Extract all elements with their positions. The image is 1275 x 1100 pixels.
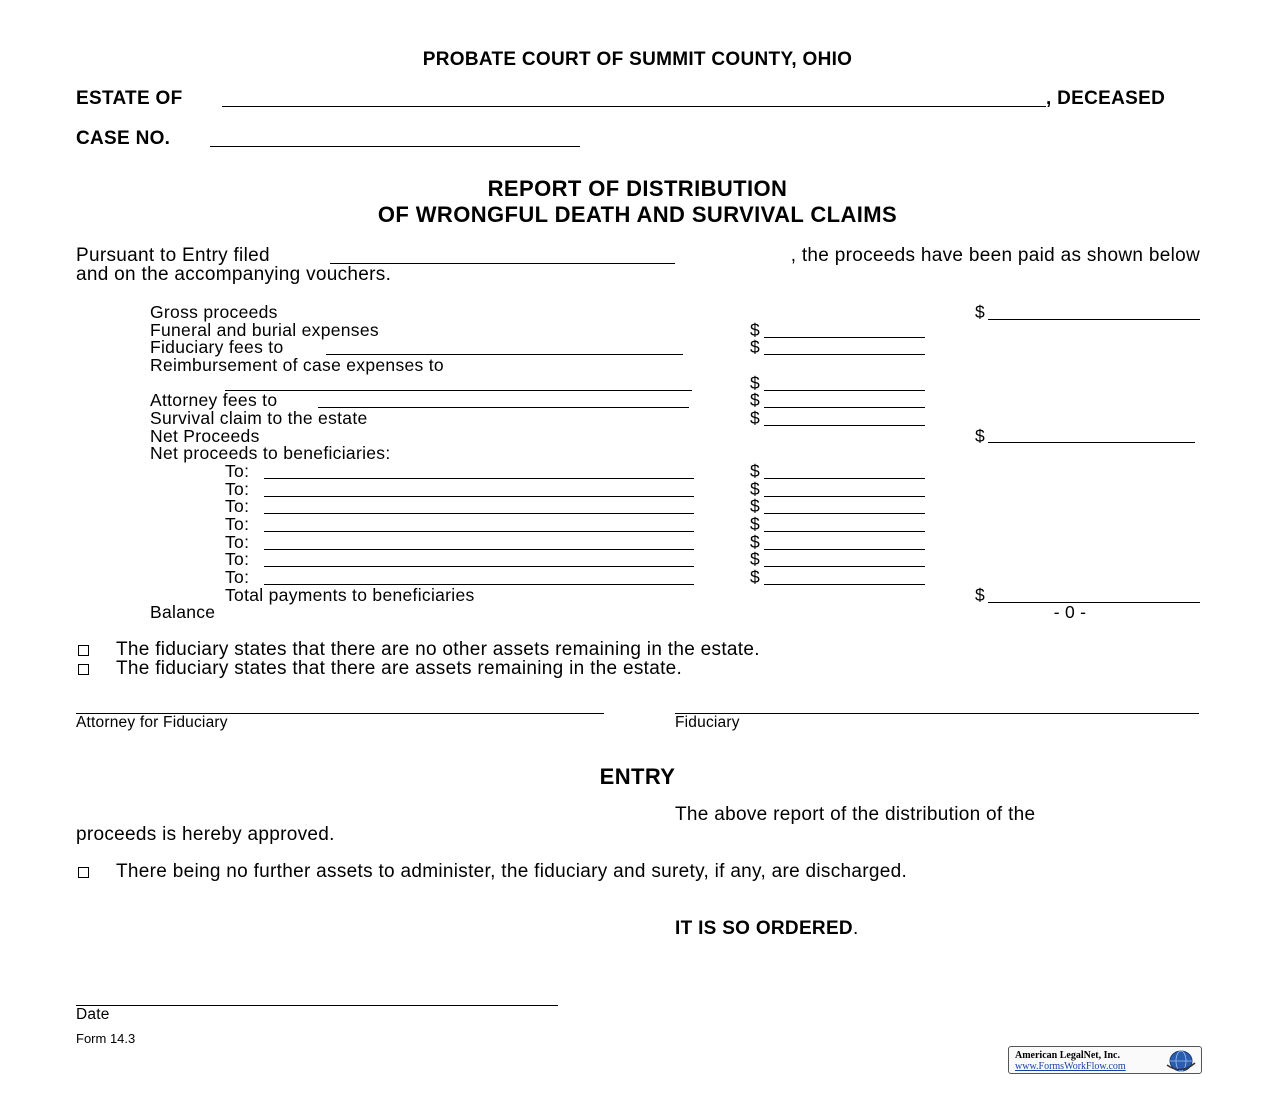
- to-label: To:: [225, 514, 250, 534]
- total-payments-label: Total payments to beneficiaries: [225, 585, 475, 605]
- ordered-period: .: [852, 918, 859, 939]
- dollar-sign: $: [750, 479, 760, 499]
- title-line-2: OF WRONGFUL DEATH AND SURVIVAL CLAIMS: [377, 202, 898, 227]
- intro-part-3: and on the accompanying vouchers.: [76, 264, 392, 285]
- assets-remaining-checkbox[interactable]: [78, 664, 89, 675]
- survival-claim-label: Survival claim to the estate: [150, 408, 368, 428]
- net-proceeds-label: Net Proceeds: [150, 426, 260, 446]
- date-label: Date: [76, 1006, 110, 1023]
- funeral-expenses-label: Funeral and burial expenses: [150, 320, 379, 340]
- net-proceeds-amount-field[interactable]: [988, 442, 1195, 443]
- case-no-field[interactable]: [210, 146, 580, 147]
- form-number: Form 14.3: [76, 1031, 136, 1046]
- intro-part-2: , the proceeds have been paid as shown below: [790, 245, 1200, 266]
- balance-label: Balance: [150, 602, 216, 622]
- american-legalnet-logo[interactable]: [1008, 1046, 1202, 1074]
- survival-claim-amount-field[interactable]: [764, 425, 925, 426]
- logo-company-name: American LegalNet, Inc.: [1015, 1050, 1120, 1061]
- dollar-sign: $: [750, 496, 760, 516]
- to-label: To:: [225, 549, 250, 569]
- funeral-amount-field[interactable]: [764, 337, 925, 338]
- beneficiary-amount-field[interactable]: [764, 566, 925, 567]
- globe-icon: [1163, 1049, 1197, 1073]
- discharge-statement: There being no further assets to administer, the fiduciary and surety, if any, are discharged.: [116, 861, 908, 882]
- entry-approved-line-2: proceeds is hereby approved.: [76, 824, 335, 845]
- dollar-sign: $: [750, 337, 760, 357]
- assets-remaining-statement: The fiduciary states that there are assets remaining in the estate.: [116, 658, 683, 679]
- to-label: To:: [225, 496, 250, 516]
- dollar-sign: $: [750, 408, 760, 428]
- beneficiary-amount-field[interactable]: [764, 478, 925, 479]
- beneficiary-amount-field[interactable]: [764, 531, 925, 532]
- entry-approved-line-1: The above report of the distribution of the: [675, 804, 1036, 825]
- beneficiary-amount-field[interactable]: [764, 584, 925, 585]
- reimbursement-payee-field[interactable]: [225, 390, 692, 391]
- attorney-fees-payee-field[interactable]: [318, 407, 689, 408]
- gross-proceeds-label: Gross proceeds: [150, 302, 278, 322]
- title-line-1: REPORT OF DISTRIBUTION: [487, 176, 788, 201]
- dollar-sign: $: [750, 514, 760, 534]
- case-no-label: CASE NO.: [76, 128, 171, 149]
- fiduciary-signature-line[interactable]: [675, 713, 1199, 714]
- attorney-signature-label: Attorney for Fiduciary: [76, 714, 228, 731]
- reimbursement-label: Reimbursement of case expenses to: [150, 355, 444, 375]
- fiduciary-signature-label: Fiduciary: [675, 714, 740, 731]
- dollar-sign: $: [750, 532, 760, 552]
- dollar-sign: $: [750, 390, 760, 410]
- attorney-fees-amount-field[interactable]: [764, 407, 925, 408]
- date-signature-line[interactable]: [76, 1005, 558, 1006]
- ordered-text: [675, 918, 859, 940]
- dollar-sign: $: [750, 549, 760, 569]
- discharge-checkbox[interactable]: [78, 867, 89, 878]
- entry-heading: ENTRY: [599, 764, 676, 789]
- beneficiary-name-field[interactable]: [264, 513, 694, 514]
- beneficiary-amount-field[interactable]: [764, 496, 925, 497]
- no-assets-statement: The fiduciary states that there are no other assets remaining in the estate.: [116, 639, 760, 660]
- dollar-sign: $: [975, 302, 985, 322]
- estate-name-field[interactable]: [222, 106, 1046, 107]
- dollar-sign: $: [975, 426, 985, 446]
- ordered-bold: IT IS SO ORDERED: [675, 918, 853, 939]
- net-beneficiaries-label: Net proceeds to beneficiaries:: [150, 443, 391, 463]
- fiduciary-fees-label: Fiduciary fees to: [150, 337, 284, 357]
- deceased-label: , DECEASED: [1046, 88, 1166, 109]
- court-name: PROBATE COURT OF SUMMIT COUNTY, OHIO: [422, 49, 853, 70]
- intro-part-1: Pursuant to Entry filed: [76, 245, 270, 266]
- fiduciary-fees-amount-field[interactable]: [764, 354, 925, 355]
- no-assets-checkbox[interactable]: [78, 645, 89, 656]
- to-label: To:: [225, 532, 250, 552]
- beneficiary-amount-field[interactable]: [764, 549, 925, 550]
- beneficiary-name-field[interactable]: [264, 566, 694, 567]
- dollar-sign: $: [975, 585, 985, 605]
- logo-url[interactable]: www.FormsWorkFlow.com: [1015, 1061, 1126, 1072]
- beneficiary-name-field[interactable]: [264, 531, 694, 532]
- to-label: To:: [225, 479, 250, 499]
- to-label: To:: [225, 567, 250, 587]
- beneficiary-name-field[interactable]: [264, 549, 694, 550]
- reimbursement-amount-field[interactable]: [764, 390, 925, 391]
- beneficiary-name-field[interactable]: [264, 496, 694, 497]
- beneficiary-amount-field[interactable]: [764, 513, 925, 514]
- attorney-fees-label: Attorney fees to: [150, 390, 278, 410]
- to-label: To:: [225, 461, 250, 481]
- balance-value: - 0 -: [1053, 602, 1087, 622]
- dollar-sign: $: [750, 461, 760, 481]
- dollar-sign: $: [750, 320, 760, 340]
- estate-of-label: ESTATE OF: [76, 88, 183, 109]
- gross-proceeds-amount-field[interactable]: [988, 319, 1200, 320]
- dollar-sign: $: [750, 567, 760, 587]
- dollar-sign: $: [750, 373, 760, 393]
- beneficiary-name-field[interactable]: [264, 478, 694, 479]
